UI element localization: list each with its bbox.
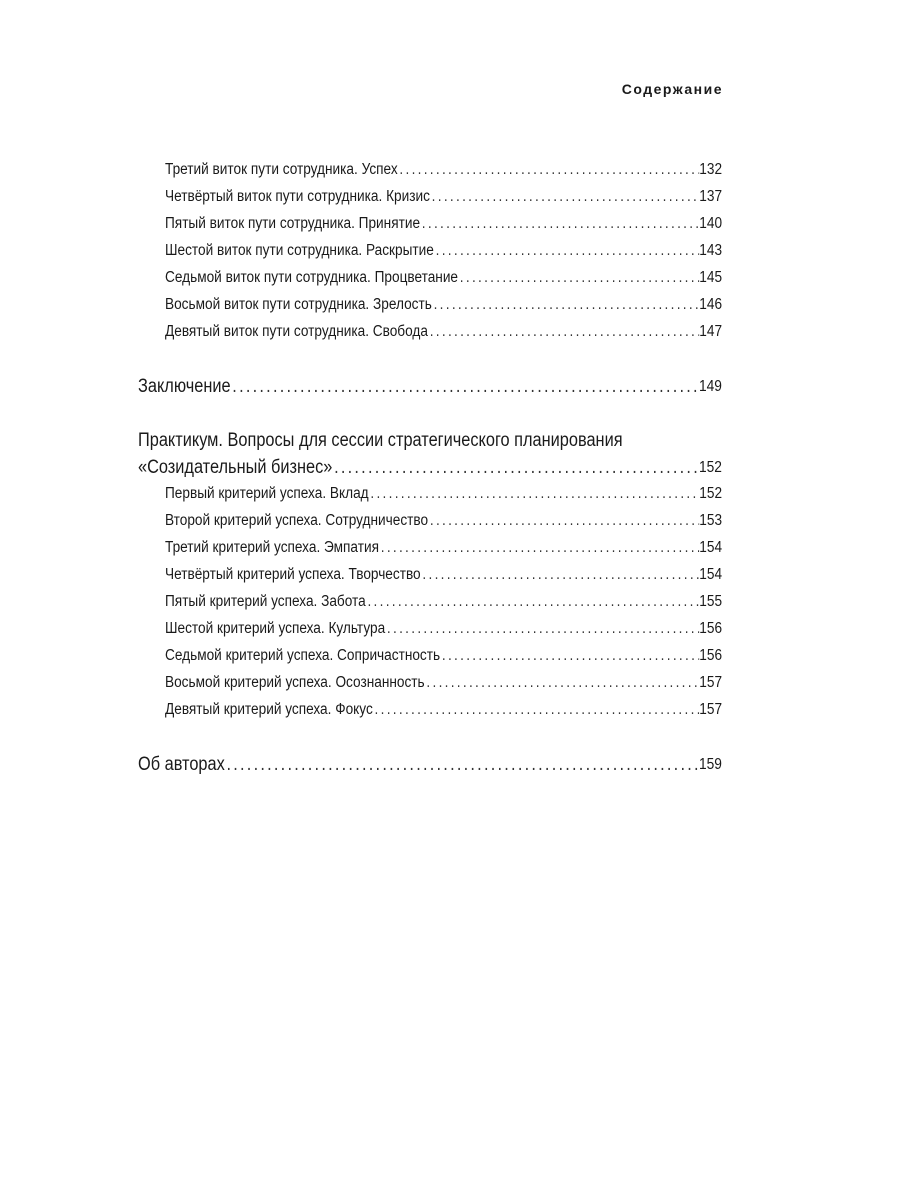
toc-entry-page: 132: [699, 161, 723, 178]
dot-leader: [425, 673, 700, 693]
toc-entry-page: 152: [699, 485, 723, 502]
toc-entry-title: Второй критерий успеха. Сотрудничество: [165, 512, 429, 529]
toc-entry-page: 146: [699, 296, 723, 313]
toc-entry-page: 159: [698, 756, 722, 773]
toc-entry[interactable]: [165, 700, 722, 720]
toc-entry-title: Пятый критерий успеха. Забота: [165, 593, 366, 610]
dot-leader: [385, 619, 699, 639]
toc-entry-practicum-title[interactable]: [138, 429, 623, 453]
toc-entry-title: Третий виток пути сотрудника. Успех: [165, 161, 398, 178]
toc-entry-title: Третий критерий успеха. Эмпатия: [165, 539, 379, 556]
toc-entry-title: Шестой критерий успеха. Культура: [165, 620, 386, 637]
toc-entry-page: 152: [698, 459, 722, 476]
dot-leader: [458, 268, 699, 288]
toc-entry-page: 145: [699, 269, 723, 286]
dot-leader: [369, 484, 700, 504]
toc-entry[interactable]: [165, 241, 722, 261]
dot-leader: [421, 565, 700, 585]
toc-entry-title: Заключение: [138, 376, 231, 397]
toc-entry-page: 140: [699, 215, 723, 232]
toc-entry-title: Шестой виток пути сотрудника. Раскрытие: [165, 242, 434, 259]
toc-entry-title: Четвёртый критерий успеха. Творчество: [165, 566, 421, 583]
toc-entry-page: 147: [699, 323, 723, 340]
toc-entry[interactable]: [165, 484, 722, 504]
toc-entry-title: Первый критерий успеха. Вклад: [165, 485, 369, 502]
toc-entry-page: 156: [699, 620, 723, 637]
toc-entry-title: Седьмой виток пути сотрудника. Процветание: [165, 269, 459, 286]
dot-leader: [430, 187, 699, 207]
toc-entry[interactable]: [165, 538, 722, 558]
dot-leader: [428, 511, 699, 531]
toc-entry-title: Четвёртый виток пути сотрудника. Кризис: [165, 188, 430, 205]
toc-entry-page: 155: [699, 593, 723, 610]
toc-entry[interactable]: [165, 673, 722, 693]
toc-entry[interactable]: [165, 619, 722, 639]
toc-entry[interactable]: [165, 565, 722, 585]
dot-leader: [398, 160, 700, 180]
toc-entry-practicum[interactable]: [138, 456, 722, 480]
toc-entry[interactable]: [165, 268, 722, 288]
toc-entry-title: Девятый виток пути сотрудника. Свобода: [165, 323, 428, 340]
toc-entry-title: Практикум. Вопросы для сессии стратегического планирования: [138, 430, 623, 451]
dot-leader: [434, 241, 699, 261]
dot-leader: [440, 646, 699, 666]
toc-entry-about-authors[interactable]: [138, 753, 722, 777]
toc-entry[interactable]: [165, 646, 722, 666]
dot-leader: [428, 322, 699, 342]
dot-leader: [332, 456, 699, 480]
toc-entry-page: 156: [699, 647, 723, 664]
toc-entry-page: 157: [699, 701, 723, 718]
toc-entry-title: Об авторах: [138, 754, 225, 775]
toc-entry-title: Восьмой виток пути сотрудника. Зрелость: [165, 296, 432, 313]
running-head: Содержание: [621, 81, 723, 97]
toc-entry-page: 143: [699, 242, 723, 259]
toc-entry-page: 149: [698, 378, 722, 395]
toc-entry-title: «Созидательный бизнес»: [138, 457, 333, 478]
toc-entry-conclusion[interactable]: [138, 375, 722, 399]
dot-leader: [225, 753, 699, 777]
toc-entry[interactable]: [165, 160, 722, 180]
dot-leader: [231, 375, 699, 399]
toc-entry-page: 154: [699, 566, 723, 583]
dot-leader: [373, 700, 699, 720]
toc-entry-title: Девятый критерий успеха. Фокус: [165, 701, 373, 718]
toc-entry[interactable]: [165, 187, 722, 207]
toc-entry[interactable]: [165, 592, 722, 612]
toc-entry[interactable]: [165, 322, 722, 342]
dot-leader: [432, 295, 699, 315]
toc-entry-page: 157: [699, 674, 723, 691]
toc-entry-page: 154: [699, 539, 723, 556]
toc-entry[interactable]: [165, 511, 722, 531]
toc-entry[interactable]: [165, 214, 722, 234]
dot-leader: [420, 214, 699, 234]
toc-entry-page: 153: [699, 512, 723, 529]
toc-entry-title: Восьмой критерий успеха. Осознанность: [165, 674, 425, 691]
dot-leader: [366, 592, 700, 612]
toc-entry-page: 137: [699, 188, 723, 205]
toc-entry-title: Пятый виток пути сотрудника. Принятие: [165, 215, 421, 232]
dot-leader: [379, 538, 699, 558]
toc-entry[interactable]: [165, 295, 722, 315]
toc-entry-title: Седьмой критерий успеха. Сопричастность: [165, 647, 441, 664]
